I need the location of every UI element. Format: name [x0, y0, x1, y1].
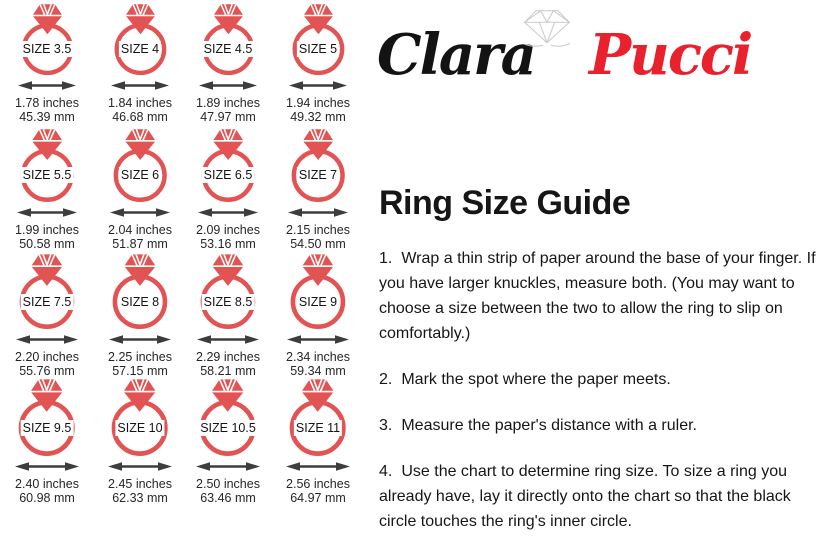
ring-size-label: SIZE 7.5 — [22, 295, 72, 309]
ring-size-item — [1, 378, 93, 505]
diameter-arrow-icon — [197, 333, 259, 346]
ring-inches: 2.50 inches — [196, 477, 260, 491]
ring-size-label: SIZE 7 — [298, 168, 338, 182]
ring-measurements — [286, 351, 350, 378]
step-number: 4. — [379, 463, 393, 480]
ring-measurements — [286, 97, 350, 124]
ring-size-item — [272, 253, 364, 378]
ring-inches: 2.09 inches — [196, 223, 260, 237]
step-text: Use the chart to determine ring size. To size a ring you already have, lay it directly onto the chart so that the black circle touches the ring's inner circle. — [379, 463, 791, 530]
ring-inches: 2.40 inches — [15, 477, 79, 491]
ring-inches: 2.04 inches — [108, 223, 172, 237]
ring-measurements — [196, 351, 260, 378]
ring-measurements — [15, 224, 79, 251]
ring-inches: 1.78 inches — [15, 96, 79, 110]
ring-measurements — [196, 97, 260, 124]
ring-inches: 2.25 inches — [108, 350, 172, 364]
brand-word-pucci: Pucci — [589, 22, 752, 88]
ring-icon — [17, 378, 76, 457]
ring-inches: 2.45 inches — [108, 477, 172, 491]
ring-inches: 2.15 inches — [286, 223, 350, 237]
diamond-outline-icon — [515, 2, 579, 54]
ring-icon — [289, 253, 347, 330]
ring-size-label: SIZE 10.5 — [200, 421, 256, 435]
ring-size-label: SIZE 5 — [298, 42, 338, 56]
ring-mm: 57.15 mm — [112, 363, 168, 378]
diameter-arrow-icon — [286, 460, 350, 473]
ring-size-chart — [0, 0, 372, 505]
ring-measurements — [15, 351, 79, 378]
ring-size-label: SIZE 10 — [117, 421, 163, 435]
ring-mm: 49.32 mm — [290, 109, 346, 124]
ring-size-item — [94, 378, 186, 505]
ring-icon — [113, 3, 168, 76]
step-number: 3. — [379, 417, 393, 434]
ring-mm: 47.97 mm — [200, 109, 256, 124]
ring-icon — [290, 128, 346, 203]
ring-size-label: SIZE 6 — [120, 168, 160, 182]
ring-mm: 50.58 mm — [19, 236, 75, 251]
diameter-arrow-icon — [198, 206, 258, 219]
instruction-step-4 — [379, 459, 831, 534]
ring-size-item — [94, 253, 186, 378]
ring-measurements — [196, 224, 260, 251]
right-column — [377, 0, 835, 530]
ring-size-item — [182, 253, 274, 378]
ring-size-label: SIZE 11 — [295, 421, 341, 435]
ring-size-label: SIZE 9 — [298, 295, 338, 309]
diameter-arrow-icon — [110, 206, 170, 219]
ring-icon — [201, 3, 256, 76]
ring-size-label: SIZE 4 — [120, 42, 160, 56]
instructions-list — [379, 246, 831, 555]
ring-inches: 1.84 inches — [108, 96, 172, 110]
step-text: Wrap a thin strip of paper around the base of your finger. If you have larger knuckles, measure both. (You may want to choose a size between the two to allow the ring to slip on comfortably.) — [379, 250, 816, 342]
ring-icon — [288, 378, 347, 457]
instruction-step-3 — [379, 413, 831, 438]
brand-logo — [377, 0, 835, 120]
diameter-arrow-icon — [288, 206, 348, 219]
ring-size-item — [182, 378, 274, 505]
ring-size-label: SIZE 4.5 — [203, 42, 253, 56]
diameter-arrow-icon — [15, 460, 79, 473]
instruction-step-1 — [379, 246, 831, 346]
ring-measurements — [15, 97, 79, 124]
ring-mm: 60.98 mm — [19, 490, 75, 505]
diameter-arrow-icon — [109, 333, 171, 346]
ring-inches: 1.99 inches — [15, 223, 79, 237]
ring-mm: 46.68 mm — [112, 109, 168, 124]
ring-size-label: SIZE 8.5 — [203, 295, 253, 309]
diameter-arrow-icon — [111, 79, 169, 92]
ring-size-item — [272, 378, 364, 505]
ring-size-item — [182, 3, 274, 124]
ring-inches: 1.94 inches — [286, 96, 350, 110]
ring-size-label: SIZE 8 — [120, 295, 160, 309]
ring-inches: 2.20 inches — [15, 350, 79, 364]
ring-mm: 53.16 mm — [200, 236, 256, 251]
step-text: Measure the paper's distance with a ruler. — [401, 417, 697, 434]
page-title: Ring Size Guide — [379, 184, 631, 222]
ring-size-item — [182, 128, 274, 251]
instruction-step-2 — [379, 367, 831, 392]
ring-inches: 2.29 inches — [196, 350, 260, 364]
step-text: Mark the spot where the paper meets. — [401, 371, 671, 388]
ring-size-item — [1, 128, 93, 251]
diameter-arrow-icon — [17, 206, 77, 219]
ring-mm: 45.39 mm — [19, 109, 75, 124]
ring-mm: 54.50 mm — [290, 236, 346, 251]
ring-measurements — [108, 351, 172, 378]
diameter-arrow-icon — [18, 79, 76, 92]
ring-size-item — [1, 3, 93, 124]
ring-size-item — [94, 128, 186, 251]
ring-icon — [20, 3, 75, 76]
ring-mm: 64.97 mm — [290, 490, 346, 505]
ring-measurements — [108, 97, 172, 124]
step-number: 2. — [379, 371, 393, 388]
diameter-arrow-icon — [16, 333, 78, 346]
ring-icon — [18, 253, 76, 330]
ring-size-label: SIZE 5.5 — [22, 168, 72, 182]
ring-size-label: SIZE 3.5 — [22, 42, 72, 56]
ring-measurements — [286, 224, 350, 251]
diameter-arrow-icon — [289, 79, 347, 92]
ring-icon — [112, 128, 168, 203]
ring-measurements — [108, 224, 172, 251]
ring-inches: 2.56 inches — [286, 477, 350, 491]
ring-size-item — [1, 253, 93, 378]
diameter-arrow-icon — [196, 460, 260, 473]
ring-icon — [291, 3, 346, 76]
ring-mm: 62.33 mm — [112, 490, 168, 505]
ring-mm: 59.34 mm — [290, 363, 346, 378]
step-number: 1. — [379, 250, 393, 267]
ring-icon — [19, 128, 75, 203]
ring-size-label: SIZE 9.5 — [22, 421, 72, 435]
brand-word-clara: Clara — [377, 22, 535, 88]
ring-mm: 55.76 mm — [19, 363, 75, 378]
diameter-arrow-icon — [108, 460, 172, 473]
ring-inches: 1.89 inches — [196, 96, 260, 110]
ring-icon — [110, 378, 169, 457]
ring-size-item — [272, 128, 364, 251]
diameter-arrow-icon — [287, 333, 349, 346]
ring-icon — [199, 253, 257, 330]
ring-icon — [111, 253, 169, 330]
ring-mm: 63.46 mm — [200, 490, 256, 505]
ring-icon — [200, 128, 256, 203]
ring-mm: 58.21 mm — [200, 363, 256, 378]
ring-size-item — [272, 3, 364, 124]
ring-size-label: SIZE 6.5 — [203, 168, 253, 182]
ring-inches: 2.34 inches — [286, 350, 350, 364]
ring-mm: 51.87 mm — [112, 236, 168, 251]
ring-size-item — [94, 3, 186, 124]
ring-icon — [198, 378, 257, 457]
diameter-arrow-icon — [199, 79, 257, 92]
